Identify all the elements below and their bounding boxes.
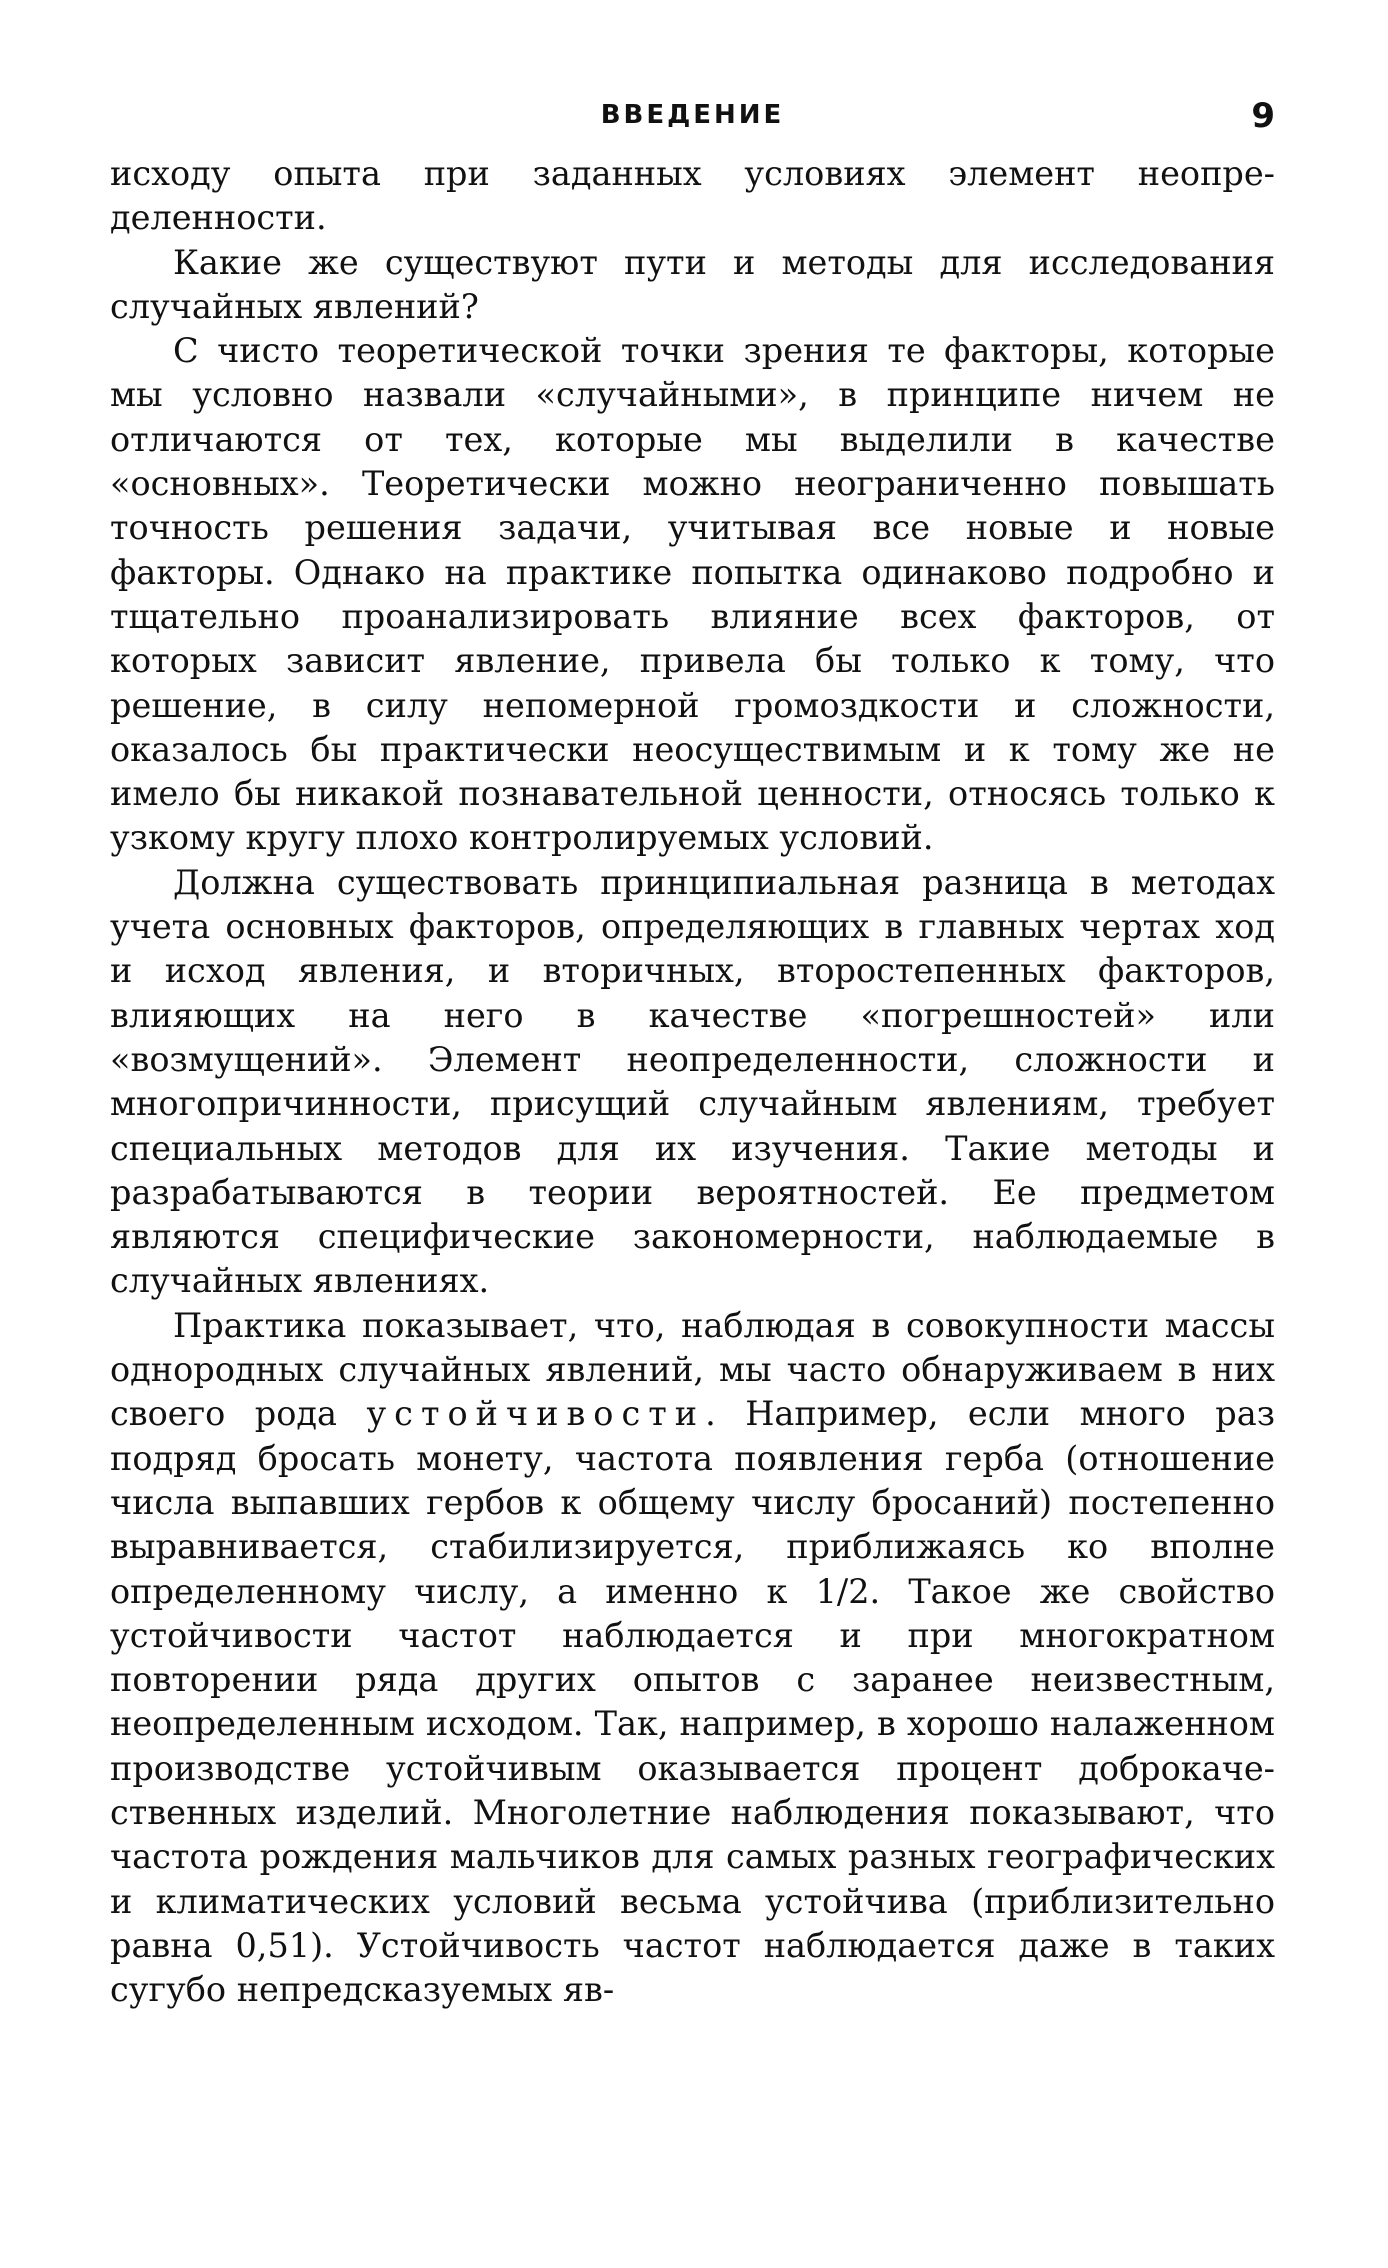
paragraph-practice-start: Практика показывает, что, наблюдая в совокупности массы однородных случайных явлений, мы часто обнаруживаем в них своего рода — [110, 1305, 1275, 1434]
chapter-title: ВВЕДЕНИЕ — [600, 100, 785, 130]
body-text — [110, 152, 1275, 2012]
paragraph-theory: С чисто теоретической точки зрения те факторы, которые мы условно назвали «случайными», в принципе ничем не отличаются от тех, которые мы выделили в качестве «основных». Теоретически можно неограниченно повышать точность решения задачи, учитывая все новые и новые факторы. Однако на практике попытка одинаково подробно и тщательно проанализировать влияние всех факторов, от которых зависит явление, привела бы только к тому, что решение, в силу непомерной громоздкости и сложности, оказалось бы практически неосуществимым и к тому же не имело бы никакой познавательной ценности, относясь только к узкому кругу плохо контролируемых условий. — [110, 331, 1275, 858]
paragraph-practice-end: . Например, если много раз подряд бросать монету, частота появления герба (отношение числа выпавших гербов к общему числу бросаний) постепенно выравнивается, стабилизируется, приближаясь ко вполне определенному числу, а именно к 1/2. Такое же свойство устойчивости частот наблюдается и при многократном повторении ряда других опытов с заранее неизвестным, неопределенным исходом. Так, например, в хорошо налаженном производстве устойчивым оказывается процент доброкачественных изделий. Многолетние наблюдения показывают, что частота рождения мальчиков для самых разных географических и климатических условий весьма устойчива (приблизительно равна 0,51). Устойчивость частот наблюдается даже в таких сугубо непредсказуемых яв- — [110, 1394, 1275, 2010]
paragraph-practice — [110, 1304, 1275, 2013]
page-number: 9 — [1251, 96, 1275, 136]
paragraph-continuation: исходу опыта при заданных условиях элемент неопределенности. — [110, 154, 1275, 238]
book-page — [110, 96, 1275, 2012]
running-header — [110, 96, 1275, 148]
emphasized-term: устойчивости — [366, 1394, 706, 1434]
paragraph-question: Какие же существуют пути и методы для исследования случайных явлений? — [110, 242, 1275, 326]
paragraph-methods: Должна существовать принципиальная разница в методах учета основных факторов, определяющих в главных чертах ход и исход явления, и вторичных, второстепенных факторов, влияющих на него в качестве «погрешностей» или «возмущений». Элемент неопределенности, сложности и многопричинности, присущий случайным явлениям, требует специальных методов для их изучения. Такие методы и разрабатываются в теории вероятностей. Ее предметом являются специфические закономерности, наблюдаемые в случайных явлениях. — [110, 862, 1275, 1301]
